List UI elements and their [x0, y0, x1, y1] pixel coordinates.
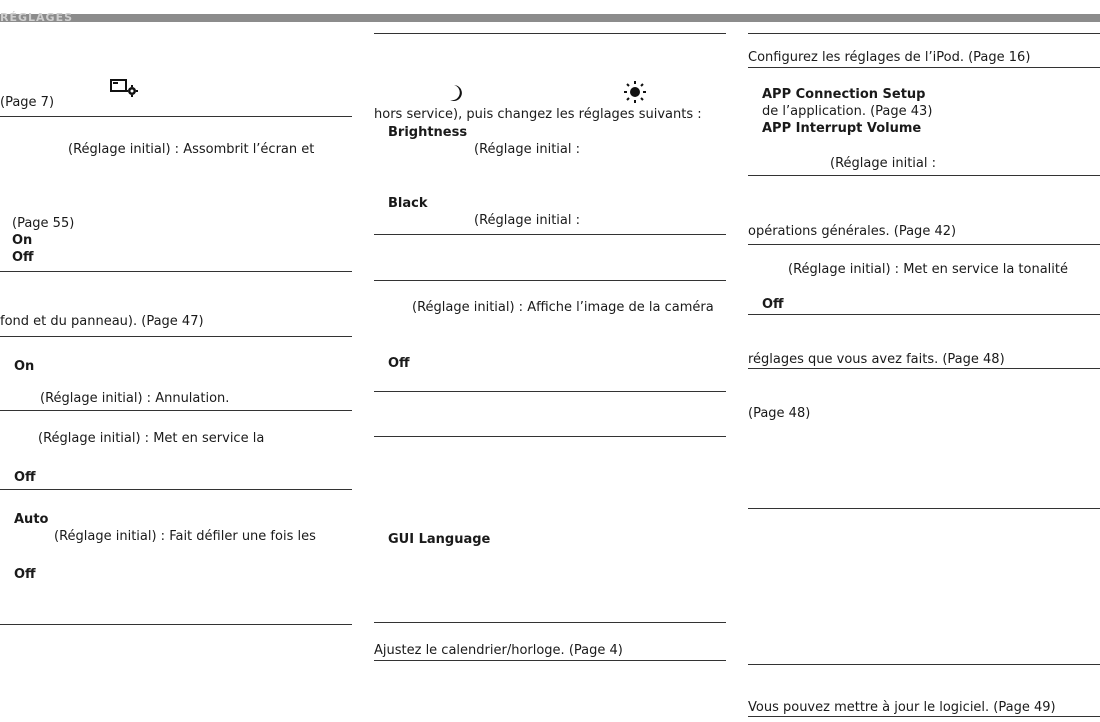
divider: [374, 391, 726, 392]
reglage-initial-text: (Réglage initial :: [474, 142, 580, 157]
divider: [374, 622, 726, 623]
divider: [0, 624, 352, 625]
divider: [0, 116, 352, 117]
faits-text: réglages que vous avez faits. (Page 48): [748, 352, 1005, 367]
defiler-text: (Réglage initial) : Fait défiler une fois les: [54, 529, 316, 544]
option-off: Off: [762, 297, 784, 312]
divider: [374, 33, 726, 34]
divider: [374, 280, 726, 281]
page48-ref: (Page 48): [748, 406, 811, 421]
header-bar: [0, 11, 1100, 24]
divider: [374, 436, 726, 437]
logiciel-text: Vous pouvez mettre à jour le logiciel. (Page 49): [748, 700, 1056, 715]
divider: [748, 368, 1100, 369]
app-connection-setup-label: APP Connection Setup: [762, 87, 926, 102]
dimmer-initial-text: (Réglage initial) : Assombrit l’écran et: [68, 142, 315, 157]
option-off: Off: [14, 567, 36, 582]
divider: [374, 660, 726, 661]
option-off: Off: [14, 470, 36, 485]
tonalite-text: (Réglage initial) : Met en service la tonalité: [788, 262, 1068, 277]
met-en-service-text: (Réglage initial) : Met en service la: [38, 431, 265, 446]
divider: [0, 410, 352, 411]
divider: [0, 336, 352, 337]
option-on: On: [12, 233, 33, 248]
fond-panneau-text: fond et du panneau). (Page 47): [0, 314, 204, 329]
divider: [748, 716, 1100, 717]
reglage-initial-text: (Réglage initial :: [830, 156, 936, 171]
hors-service-text: hors service), puis changez les réglages suivants :: [374, 107, 702, 122]
screen-settings-icon: [110, 78, 140, 102]
section-label: RÉGLAGES: [0, 11, 74, 24]
option-off: Off: [12, 250, 34, 265]
reglage-initial-text: (Réglage initial :: [474, 213, 580, 228]
divider: [374, 234, 726, 235]
divider: [748, 508, 1100, 509]
operations-text: opérations générales. (Page 42): [748, 224, 957, 239]
app-description-text: de l’application. (Page 43): [762, 104, 933, 119]
annulation-text: (Réglage initial) : Annulation.: [40, 391, 230, 406]
page7-ref: (Page 7): [0, 95, 55, 110]
divider: [748, 175, 1100, 176]
divider: [748, 33, 1100, 34]
divider: [748, 314, 1100, 315]
page55-ref: (Page 55): [12, 216, 75, 231]
sun-icon: [623, 80, 647, 108]
option-on: On: [14, 359, 35, 374]
divider: [0, 271, 352, 272]
gui-language-label: GUI Language: [388, 532, 491, 547]
divider: [748, 67, 1100, 68]
moon-icon: [449, 84, 463, 106]
app-interrupt-volume-label: APP Interrupt Volume: [762, 121, 922, 136]
calendrier-text: Ajustez le calendrier/horloge. (Page 4): [374, 643, 623, 658]
divider: [748, 244, 1100, 245]
camera-text: (Réglage initial) : Affiche l’image de la caméra: [412, 300, 714, 315]
black-label: Black: [388, 196, 428, 211]
ipod-text: Configurez les réglages de l’iPod. (Page 16): [748, 50, 1031, 65]
option-off: Off: [388, 356, 410, 371]
divider: [0, 489, 352, 490]
option-auto: Auto: [14, 512, 49, 527]
divider: [748, 664, 1100, 665]
brightness-label: Brightness: [388, 125, 468, 140]
